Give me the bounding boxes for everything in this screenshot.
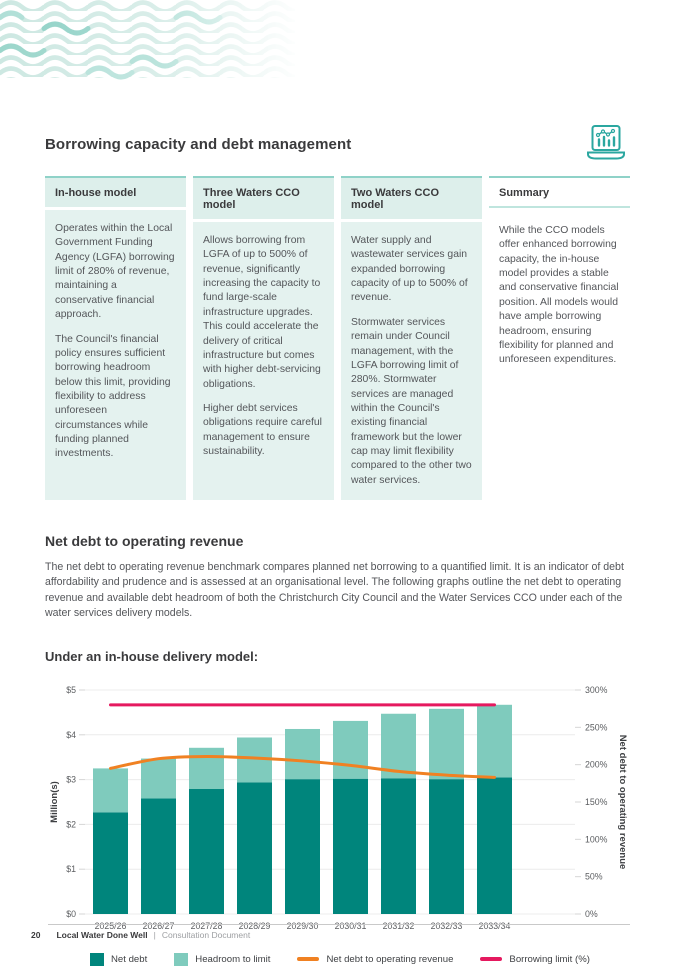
- column-paragraph: Higher debt services obligations require careful management to ensure sustainability.: [203, 402, 322, 458]
- section-header: [45, 136, 630, 153]
- footer: [31, 930, 250, 940]
- table-column-2: [193, 176, 334, 500]
- page-content: [45, 0, 630, 966]
- footer-title: Local Water Done Well: [56, 930, 148, 940]
- x-axis-tick: 2028/29: [238, 920, 271, 931]
- column-paragraph: Water supply and wastewater services gain expanded borrowing capacity of up to 500% of revenue.: [351, 235, 468, 304]
- x-axis-tick: 2032/33: [430, 920, 463, 931]
- legend-swatch: [90, 953, 104, 966]
- x-axis-tick: 2027/28: [190, 920, 223, 931]
- column-body: [489, 212, 630, 500]
- left-axis-tick: $1: [66, 863, 76, 874]
- column-body: [193, 222, 334, 500]
- right-axis-tick: 150%: [585, 796, 608, 807]
- bar-segment-net-debt: [237, 782, 272, 914]
- column-body: [341, 222, 482, 500]
- footer-subtitle: Consultation Document: [161, 930, 251, 940]
- bar-segment-headroom: [93, 768, 128, 812]
- bar-segment-headroom: [189, 747, 224, 788]
- column-header: Three Waters CCO model: [193, 176, 334, 219]
- bar-segment-net-debt: [141, 798, 176, 914]
- x-axis-tick: 2026/27: [142, 920, 175, 931]
- chart-svg: [45, 676, 632, 938]
- legend-item: [297, 954, 453, 965]
- legend-item: [90, 953, 147, 966]
- right-axis-tick: 200%: [585, 759, 608, 770]
- bar-segment-headroom: [141, 758, 176, 798]
- legend-swatch: [174, 953, 188, 966]
- table-column-1: [45, 176, 186, 500]
- x-axis-tick: 2030/31: [334, 920, 367, 931]
- bar-segment-net-debt: [429, 779, 464, 914]
- right-axis-tick: 250%: [585, 721, 608, 732]
- legend-swatch: [480, 957, 502, 961]
- legend-item: [480, 954, 590, 965]
- page-number: 20: [31, 930, 41, 940]
- x-axis-tick: 2033/34: [478, 920, 511, 931]
- left-axis-tick: $2: [66, 818, 76, 829]
- chart-legend: [90, 953, 630, 966]
- bar-segment-net-debt: [477, 777, 512, 914]
- column-paragraph: While the CCO models offer enhanced borrowing capacity, the in-house model provides a stable and conservative financial position. All models would have ample borrowing headroom, ensuring flexibility for planned and unforeseen expenditures.: [499, 225, 619, 366]
- column-header: In-house model: [45, 176, 186, 207]
- page-title: Borrowing capacity and debt management: [45, 136, 352, 153]
- right-axis-title: Net debt to operating revenue: [617, 734, 628, 869]
- net-debt-section-body: The net debt to operating revenue benchmark compares planned net borrowing to a quantified limit. It is an indicator of debt affordability and prudence and is assessed at an organisational level. The following graphs outline the net debt to operating revenue and available debt headroom of both the Christchurch City Council and the Water Services CCO under each of the water services delivery models.: [45, 561, 624, 620]
- right-axis-tick: 100%: [585, 833, 608, 844]
- left-axis-title: Million(s): [49, 780, 60, 823]
- legend-label: Borrowing limit (%): [509, 953, 590, 965]
- bar-segment-net-debt: [381, 778, 416, 914]
- legend-label: Headroom to limit: [195, 953, 271, 965]
- right-axis-tick: 300%: [585, 684, 608, 695]
- table-column-3: [341, 176, 482, 500]
- bar-segment-headroom: [285, 729, 320, 779]
- x-axis-tick: 2025/26: [94, 920, 127, 931]
- bar-segment-headroom: [333, 720, 368, 778]
- bar-segment-net-debt: [93, 812, 128, 914]
- x-axis-tick: 2031/32: [382, 920, 415, 931]
- column-paragraph: Operates within the Local Government Funding Agency (LGFA) borrowing limit of 280% of revenue, maintaining a conservative financial approach.: [55, 223, 175, 321]
- chart-section-title: Under an in-house delivery model:: [45, 648, 259, 664]
- stacked-bar-chart: [45, 676, 630, 943]
- comparison-table: [45, 176, 630, 500]
- bar-segment-headroom: [477, 704, 512, 777]
- footer-divider: |: [153, 930, 156, 940]
- legend-item: [174, 953, 270, 966]
- column-header: Two Waters CCO model: [341, 176, 482, 219]
- bar-segment-net-debt: [333, 778, 368, 913]
- right-axis-tick: 0%: [585, 908, 598, 919]
- bar-segment-headroom: [429, 708, 464, 778]
- column-body: [45, 210, 186, 500]
- table-column-4: [489, 176, 630, 500]
- legend-swatch: [297, 957, 319, 961]
- left-axis-tick: $5: [66, 684, 76, 695]
- column-paragraph: Allows borrowing from LGFA of up to 500% of revenue, significantly increasing the capacity to fund large-scale infrastructure upgrades. This could accelerate the delivery of critical infrastructure but comes with higher debt-servicing obligations.: [203, 235, 321, 390]
- legend-label: Net debt to operating revenue: [326, 953, 454, 965]
- column-paragraph: Stormwater services remain under Council management, with the LGFA borrowing limit of 280%. Stormwater services are managed within the Council's existing financial framework but the lower cap may limit flexibility compared to the other two water services.: [351, 316, 472, 486]
- bar-segment-net-debt: [285, 779, 320, 914]
- column-header: Summary: [489, 176, 630, 208]
- legend-label: Net debt: [111, 953, 148, 965]
- footer-rule: [48, 924, 630, 925]
- x-axis-tick: 2029/30: [286, 920, 319, 931]
- laptop-chart-icon: [584, 124, 628, 170]
- bar-segment-net-debt: [189, 789, 224, 914]
- net-debt-section-title: Net debt to operating revenue: [45, 533, 244, 550]
- left-axis-tick: $0: [66, 908, 76, 919]
- right-axis-tick: 50%: [585, 871, 603, 882]
- column-paragraph: The Council's financial policy ensures sufficient borrowing headroom below this limit, providing flexibility to address unforeseen circumstances while funding planned investments.: [55, 333, 171, 460]
- left-axis-tick: $4: [66, 729, 76, 740]
- left-axis-tick: $3: [66, 774, 76, 785]
